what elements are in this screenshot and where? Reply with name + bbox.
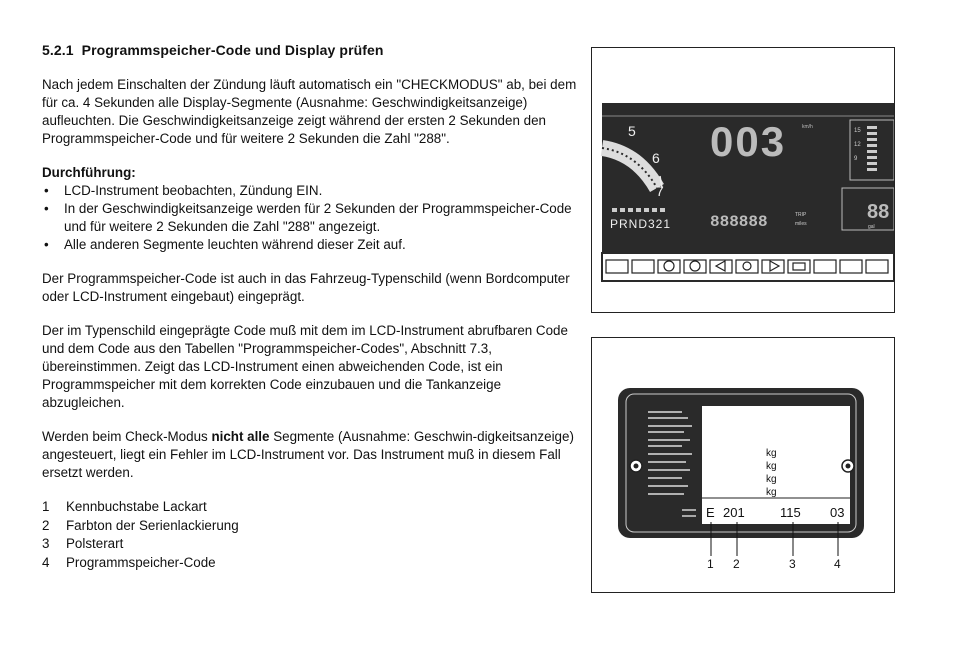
section-heading <box>42 42 582 58</box>
warning-lamp-row <box>602 253 894 281</box>
lcd-instrument-drawing <box>592 48 894 312</box>
speed-unit-label: km/h <box>802 124 813 130</box>
procedure-steps <box>42 182 582 254</box>
miles-label: miles <box>795 221 807 227</box>
legend-label: Programmspeicher-Code <box>66 554 216 570</box>
code-paint-color: 201 <box>723 505 745 520</box>
kg-label: kg <box>766 448 777 459</box>
trip-label: TRIP <box>795 212 807 218</box>
legend-number: 1 <box>42 499 50 514</box>
rivet-right-center <box>846 464 851 469</box>
compare-paragraph: Der im Typenschild eingeprägte Code muß mit dem im LCD-Instrument abrufbaren Code und dem Code aus den Tabellen "Programmspeicher-Codes", Abschnitt 7.3, übereinstimmen. Zeigt das LCD-Instrument einen abweichenden Code, ist ein Programmspeicher mit dem korrekten Code einzubauen und die Tankanzeige abzugleichen. <box>42 323 568 410</box>
legend-number: 3 <box>42 536 50 551</box>
callout-number: 3 <box>789 557 796 571</box>
legend-item <box>42 535 582 554</box>
procedure-title: Durchführung: <box>42 165 136 180</box>
speed-digits: 003 <box>710 118 787 165</box>
rivet-left-center <box>634 464 639 469</box>
procedure-step: • Alle anderen Segmente leuchten während dieser Zeit auf. <box>42 236 582 254</box>
tacho-label-6: 6 <box>652 150 660 166</box>
code-program-memory: 03 <box>830 505 845 520</box>
code-paint-type: E <box>706 505 715 520</box>
procedure-step: • LCD-Instrument beobachten, Zündung EIN. <box>42 182 582 200</box>
odometer-digits: 888888 <box>710 213 768 231</box>
section-number: 5.2.1 <box>42 42 74 58</box>
lcd-instrument-figure <box>591 47 895 313</box>
typeplate-paragraph: Der Programmspeicher-Code ist auch in das Fahrzeug-Typenschild (wenn Bordcomputer oder LCD-Instrument eingebaut) eingeprägt. <box>42 271 570 304</box>
legend-number: 4 <box>42 554 50 570</box>
legend-item <box>42 517 582 536</box>
legend-number: 2 <box>42 517 50 533</box>
legend-label: Farbton der Serienlackierung <box>66 517 239 533</box>
fuel-digits: 88 <box>867 201 890 223</box>
tacho-label-7: 7 <box>656 183 664 199</box>
kg-label: kg <box>766 461 777 472</box>
text-column <box>42 42 582 572</box>
fault-text-bold: nicht alle <box>211 429 270 444</box>
intro-paragraph: Nach jedem Einschalten der Zündung läuft automatisch ein "CHECKMODUS" ab, bei dem für ca. 4 Sekunden alle Display-Segmente (Ausnahme: Geschwindigkeitsanzeige) aufleuchten. Die Geschwindigkeitsanzeige zeigt während der ersten 2 Sekunden den Programmspeicher-Code und für weitere 2 Sekunden die Zahl "288". <box>42 77 577 146</box>
legend-item <box>42 554 582 573</box>
callout-number: 1 <box>707 557 714 571</box>
code-upholstery: 115 <box>780 505 801 520</box>
gal-label: gal <box>868 224 875 230</box>
legend-list <box>42 498 582 572</box>
bar-scale-9: 9 <box>854 156 858 162</box>
procedure-step: • In der Geschwindigkeitsanzeige werden für 2 Sekunden der Programmspeicher-Code und für weitere 2 Sekunden die Zahl "288" angezeigt. <box>42 200 582 236</box>
type-plate-drawing <box>592 338 894 592</box>
gear-indicator: PRND321 <box>610 217 672 231</box>
fault-text-after: Segmente (Ausnahme: Geschwin-digkeitsanzeige) angesteuert, liegt ein Fehler im LCD-Instrument vor. Das Instrument muß in diesem Fall ersetzt werden. <box>42 429 574 480</box>
type-plate-figure <box>591 337 895 593</box>
legend-label: Kennbuchstabe Lackart <box>66 499 207 514</box>
legend-item <box>42 498 582 517</box>
callout-number: 4 <box>834 557 841 571</box>
bar-scale-15: 15 <box>854 128 861 134</box>
fault-text-before: Werden beim Check-Modus <box>42 429 212 444</box>
kg-label: kg <box>766 474 777 485</box>
kg-label: kg <box>766 487 777 498</box>
callout-number: 2 <box>733 557 740 571</box>
legend-label: Polsterart <box>66 536 124 551</box>
section-title: Programmspeicher-Code und Display prüfen <box>81 42 384 58</box>
bar-scale-12: 12 <box>854 142 861 148</box>
fault-paragraph <box>42 428 582 482</box>
tacho-label-5: 5 <box>628 123 636 139</box>
